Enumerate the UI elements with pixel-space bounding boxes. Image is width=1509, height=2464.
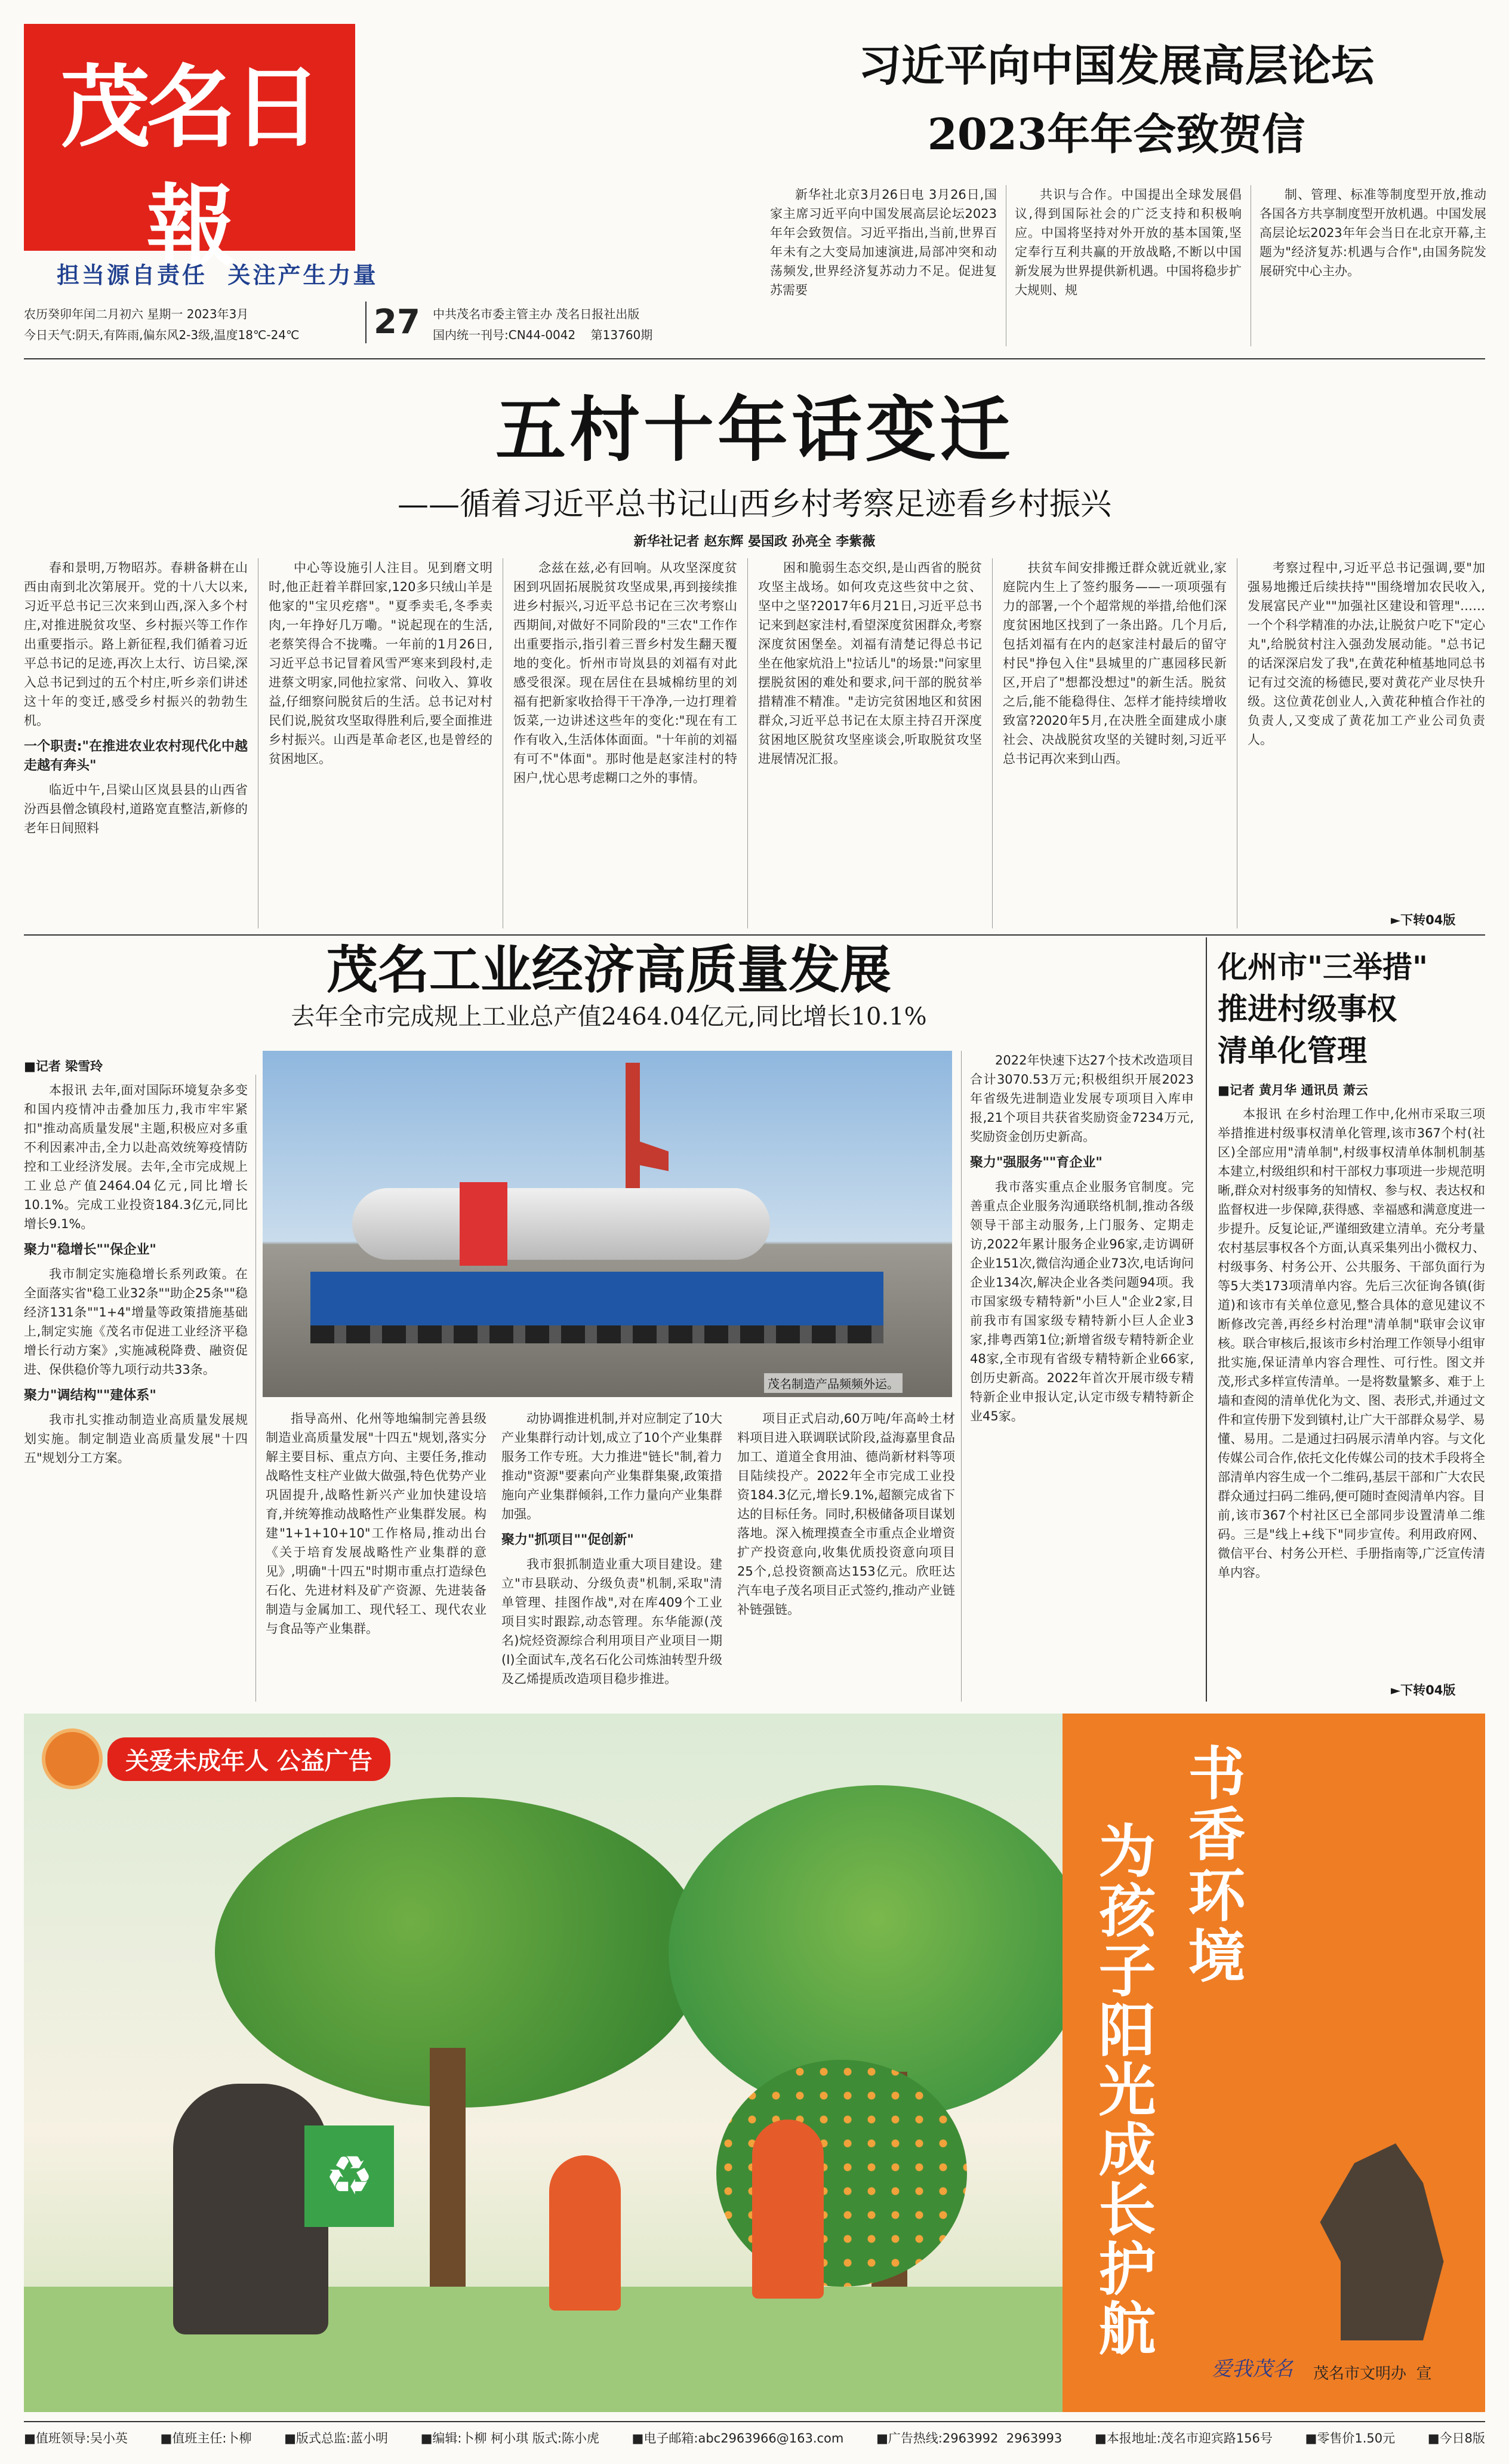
date-line-2: 今日天气:阴天,有阵雨,偏东风2-3级,温度18℃-24℃ (24, 328, 300, 342)
story3-column-5: 2022年快速下达27个技术改造项目合计3070.53万元;积极组织开展2023年省级先进制造业发展专项项目入库申报,21个项目共获省奖励资金7234万元,奖励资金创历史新高。 聚力"强服务""育企业" 我市落实重点企业服务官制度。完善重点企业服务沟通联络机制,推动各级领导干部主动服务,上门服务、定期走访,2022年累计服务企业96家,走访调研企业151次,微信沟通企业73次,电话询问企业134次,解决企业各类问题94项。我市国家级专精特新"小巨人"企业2家,目前我市有国家级专精特新小巨人企业3家,排粤西第1位;新增省级专精特新企业48家,全市现有省级专精特新企业66家,创历史新高。2022年首次开展市级专精特新企业申报认定,认定市级专精特新企业45家。 (970, 1053, 1194, 1423)
child-figure (752, 2120, 824, 2299)
story3-column-3: 动协调推进机制,并对应制定了10大产业集群行动计划,成立了10个产业集群服务工作专班。大力推进"链长"制,着力推动"资源"要素向产业集群集聚,政策措施向产业集群倾斜,工作力量向产业集群加强。 聚力"抓项目""促创新" 我市狠抓制造业重大项目建设。建立"市县联动、分级负责"机制,采取"清单管理、挂图作战",对在库409个工业项目实时跟踪,动态管理。东华能源(茂名)烷烃资源综合利用项目产业项目一期(I)全面试车,茂名石化公司炼油转型升级及乙烯提质改造项目稳步推进。 (501, 1411, 722, 1686)
footer-ad-hotline: ■广告热线:2963992 2963993 (876, 2431, 1063, 2445)
story2-column-3: 念兹在兹,必有回响。从攻坚深度贫困到巩固拓展脱贫攻坚成果,再到接续推进乡村振兴,习近平总书记在三次考察山西期间,对做好不同阶段的"三农"工作作出重要指示,指引着三晋乡村发生翻天覆地的变化。忻州市岢岚县的刘福有对此感受很深。现在居住在县城棉纺里的刘福有把新家收拾得干干净净,一边打理着饭菜,一边讲述这些年的变化:"现在有工作有收入,生活体体面面。"十年前的刘福有可不"体面"。那时他是赵家洼村的特困户,忧心思考虑糊口之外的事情。 (513, 561, 737, 785)
story3-column-4: 项目正式启动,60万吨/年高岭土材料项目进入联调联试阶段,益海嘉里食品加工、道道全食用油、德尚新材料等项目陆续投产。2022年全市完成工业投资184.3亿元,增长9.1%,超额完成省下达的目标任务。同时,积极储备项目谋划落地。深入梳理摸查全市重点企业增资扩产投资意向,收集优质投资意向项目25个,总投资额高达153亿元。欣旺达汽车电子茂名项目正式签约,推动产业链补链强链。 (737, 1411, 955, 1617)
footer-duty-leader: ■值班领导:吴小英 (24, 2431, 128, 2445)
footer-email[interactable]: ■电子邮箱:abc2963966@163.com (632, 2431, 844, 2445)
issue-day: 27 (365, 302, 420, 343)
ad-logo-icon (42, 1728, 103, 1789)
story2-column-2: 中心等设施引人注目。见到磨文明时,他正赶着羊群回家,120多只绒山羊是他家的"宝贝疙瘩"。"夏季卖毛,冬季卖肉,一年挣好几万嘞。"说起现在的生活,老蔡笑得合不拢嘴。一年前的1月26日,习近平总书记冒着风雪严寒来到段村,走进蔡文明家,同他拉家常、问收入、算收益,仔细察问脱贫后的生活。总书记对村民们说,脱贫攻坚取得胜利后,要全面推进乡村振兴。山西是革命老区,也是曾经的贫困地区。 (269, 561, 492, 766)
lead-column-2: 共识与合作。中国提出全球发展倡议,得到国际社会的广泛支持和积极响应。中国将坚持对外开放的基本国策,坚定奉行互利共赢的开放战略,不断以中国新发展为世界提供新机遇。中国将稳步扩大规则、规 (1015, 187, 1242, 297)
story3-divider-1 (255, 1075, 256, 1702)
footer-rule (24, 2421, 1485, 2422)
story3-headline: 茂名工业经济高质量发展 (327, 940, 891, 1000)
publisher-line-2: 国内统一刊号:CN44-0042 第13760期 (433, 328, 653, 342)
story4-continued[interactable]: ►下转04版 (1391, 1683, 1456, 1697)
cargo-band-shape (460, 1182, 507, 1266)
date-line-1: 农历癸卯年闰二月初六 星期一 2023年3月 (24, 307, 249, 321)
child-figure (549, 2155, 621, 2311)
footer-bar (24, 2429, 1485, 2447)
story2-bottom-rule (24, 934, 1485, 936)
horse-statue-icon (1313, 2143, 1451, 2340)
story3-photo (263, 1051, 952, 1397)
story4-headline-line1: 化州市"三举措" (1218, 949, 1428, 985)
public-service-ad (24, 1714, 1485, 2412)
footer-editors: ■编辑:卜柳 柯小琪 版式:陈小虎 (420, 2431, 599, 2445)
ad-slogan-col2: 为孩子阳光成长护航 (1089, 1821, 1157, 2358)
story3-column-1: 本报讯 去年,面对国际环境复杂多变和国内疫情冲击叠加压力,我市牢牢紧扣"推动高质量发展"主题,积极应对多重不利因素冲击,全力以赴高效统筹疫情防控和工业经济发展。去年,全市完成规上工业总产值2464.04亿元,同比增长10.1%。完成工业投资184.3亿元,同比增长9.1%。 聚力"稳增长""保企业" 我市制定实施稳增长系列政策。在全面落实省"稳工业32条""助企25条""稳经济131条""1+4"增量等政策措施基础上,制定实施《茂名市促进工业经济平稳增长行动方案》,实施减税降费、融资促进、保供稳价等九项行动共33条。 聚力"调结构""建体系" 我市扎实推动制造业高质量发展规划实施。制定制造业高质量发展"十四五"规划分工方案。 (24, 1083, 248, 1465)
story2-divider-3 (747, 558, 748, 928)
story2-divider-4 (992, 558, 993, 928)
lead-headline-line1: 习近平向中国发展高层论坛 (858, 40, 1374, 91)
footer-address: ■本报地址:茂名市迎宾路156号 (1094, 2431, 1273, 2445)
story4-byline: ■记者 黄月华 通讯员 萧云 (1218, 1083, 1368, 1097)
ad-sponsor: 茂名市文明办 宣 (1313, 2365, 1432, 2383)
lead-headline-line2: 2023年年会致贺信 (927, 109, 1305, 159)
cargo-vessel-shape (352, 1188, 770, 1260)
ad-tag: 关爱未成年人 公益广告 (107, 1737, 390, 1781)
footer-price: ■零售价1.50元 (1305, 2431, 1396, 2445)
story2-headline: 五村十年话变迁 (495, 388, 1014, 471)
publisher-line-1: 中共茂名市委主管主办 茂名日报社出版 (433, 307, 640, 321)
story2-column-6: 考察过程中,习近平总书记强调,要"加强易地搬迁后续扶持""围绕增加农民收入,发展富民产业""加强社区建设和管理"……一个个科学精准的办法,让脱贫户吃下"定心丸",给脱贫村注入强劲发展动能。"总书记的话深深启发了我",在黄花种植基地同总书记有过交流的杨德民,要对黄花产业尽快升级。这位黄花创业人,入黄花种植合作社的负责人,又变成了黄花加工产业公司负责人。 (1248, 561, 1485, 747)
recycle-book-icon: ♻ (304, 2125, 394, 2227)
story3-divider-3 (1206, 937, 1207, 1702)
lead-column-1: 新华社北京3月26日电 3月26日,国家主席习近平向中国发展高层论坛2023年年会致贺信。习近平指出,当前,世界百年未有之大变局加速演进,局部冲突和动荡频发,世界经济复苏动力不足。促进复苏需要 (770, 187, 997, 297)
masthead-slogan: 担当源自责任 关注产生力量 (57, 262, 378, 288)
footer-page-count: ■今日8版 (1427, 2431, 1485, 2445)
trailer-wheels-shape (310, 1325, 883, 1343)
ad-sign: 爱我茂名 (1212, 2357, 1293, 2381)
story3-divider-2 (961, 1051, 962, 1702)
story4-headline-line2: 推进村级事权 (1218, 991, 1397, 1026)
footer-layout-director: ■版式总监:蓝小明 (284, 2431, 388, 2445)
masthead-rule (24, 358, 1485, 359)
story2-column-1: 春和景明,万物昭苏。春耕备耕在山西由南到北次第展开。党的十八大以来,习近平总书记三次来到山西,深入多个村庄,对推进脱贫攻坚、乡村振兴等工作作出重要指示。路上新征程,我们循着习近平总书记的足迹,再次上太行、访吕梁,深入总书记到过的五个村庄,听乡亲们讲述这十年的变迁,感受乡村振兴的勃勃生机。 一个职责:"在推进农业农村现代化中越走越有奔头" 临近中午,吕梁山区岚县县的山西省汾西县僧念镇段村,道路宽直整洁,新修的老年日间照料 (24, 561, 248, 835)
lead-column-3: 制、管理、标准等制度型开放,推动各国各方共享制度型开放机遇。中国发展高层论坛2023年年会当日在北京开幕,主题为"经济复苏:机遇与合作",由国务院发展研究中心主办。 (1259, 187, 1486, 278)
story2-continued[interactable]: ►下转04版 (1391, 913, 1456, 927)
footer-duty-director: ■值班主任:卜柳 (160, 2431, 252, 2445)
ad-slogan-panel (1063, 1714, 1485, 2412)
story2-subheadline: ——循着习近平总书记山西乡村考察足迹看乡村振兴 (397, 487, 1111, 522)
story3-photo-caption: 茂名制造产品频频外运。 (764, 1373, 903, 1393)
story2-column-5: 扶贫车间安排搬迁群众就近就业,家庭院内生上了签约服务——一项项强有力的部署,一个个超常规的举措,给他们深度贫困地区找到了一条出路。几个月后,包括刘福有在内的赵家洼村最后的留守村民"挣包入住"县城里的广惠园移民新区,开启了"想都没想过"的新生活。脱贫之后,能不能稳得住、怎样才能持续增收致富?2020年5月,在决胜全面建成小康社会、决战脱贫攻坚的关键时刻,习近平总书记再次来到山西。 (1003, 561, 1227, 766)
ad-slogan-col1: 书香环境 (1179, 1743, 1246, 1987)
story2-column-4: 困和脆弱生态交织,是山西省的脱贫攻坚主战场。如何攻克这些贫中之贫、坚中之坚?2017年6月21日,习近平总书记来到赵家洼村,看望深度贫困群众,考察深度贫困堡垒。刘福有清楚记得总书记坐在他家炕沿上"拉话儿"的场景:"问家里摆脱贫困的难处和要求,问干部的脱贫举措精准不精准。"走访完贫困地区和贫困群众,习近平总书记在太原主持召开深度贫困地区脱贫攻坚座谈会,听取脱贫攻坚进展情况汇报。 (758, 561, 982, 766)
masthead-logo-text: 茂名日報 (60, 55, 319, 279)
story3-byline: ■记者 梁雪玲 (24, 1059, 103, 1073)
tree-trunk-icon (430, 2048, 466, 2305)
story4-headline-line3: 清单化管理 (1218, 1033, 1367, 1068)
story3-column-2: 指导高州、化州等地编制完善县级制造业高质量发展"十四五"规划,落实分解主要目标、重点方向、主要任务,推动战略性支柱产业做大做强,特色优势产业巩固提升,战略性新兴产业加快建设培育,并统筹推动战略性产业集群发展。构建"1+1+10+10"工作格局,推动出台《关于培育发展战略性产业集群的意见》,明确"十四五"时期市重点打造绿色石化、先进材料及矿产资源、先进装备制造与金属加工、现代轻工、现代农业与食品等产业集群。 (266, 1411, 486, 1636)
story3-subheadline: 去年全市完成规上工业总产值2464.04亿元,同比增长10.1% (291, 1003, 927, 1030)
story4-column-1: 本报讯 在乡村治理工作中,化州市采取三项举措推进村级事权清单化管理,该市367个村(社区)全部应用"清单制",村级事权清单体制机制基本建立,村级组织和村干部权力事项进一步规范明晰,群众对村级事务的知情权、参与权、表达权和监督权进一步保障,获得感、幸福感和满意度进一步提升。反复论证,严谨细致建立清单。充分考量农村基层事权各个方面,认真采集列出小微权力、村级事务、村务公开、公共服务、干部负面行为等5大类173项清单内容。先后三次征询各镇(街道)和该市有关单位意见,整合具体的意见建议不断修改完善,再经乡村治理"清单制"联审会议审核。联合审核后,报该市乡村治理工作领导小组审批实施,保证清单内容合理性、可行性。图文并茂,形式多样宣传清单。一是将数量繁多、难于上墙和查阅的清单优化为文、图、表形式,并通过文件和宣传册下发到镇村,让广大干部群众易学、易懂、易用。二是通过扫码展示清单内容。与文化传媒公司合作,依托文化传媒公司的技术手段将全部清单内容生成一个二维码,基层干部和广大农民群众通过扫码二维码,便可随时查阅清单内容。目前,该市367个村社区已全部同步设置清单二维码。三是"线上+线下"同步宣传。利用政府网、微信平台、村务公开栏、手册指南等,广泛宣传清单内容。 (1218, 1107, 1485, 1580)
story2-byline: 新华社记者 赵东辉 晏国政 孙亮全 李紫薇 (633, 534, 876, 549)
trailer-shape (310, 1272, 883, 1325)
